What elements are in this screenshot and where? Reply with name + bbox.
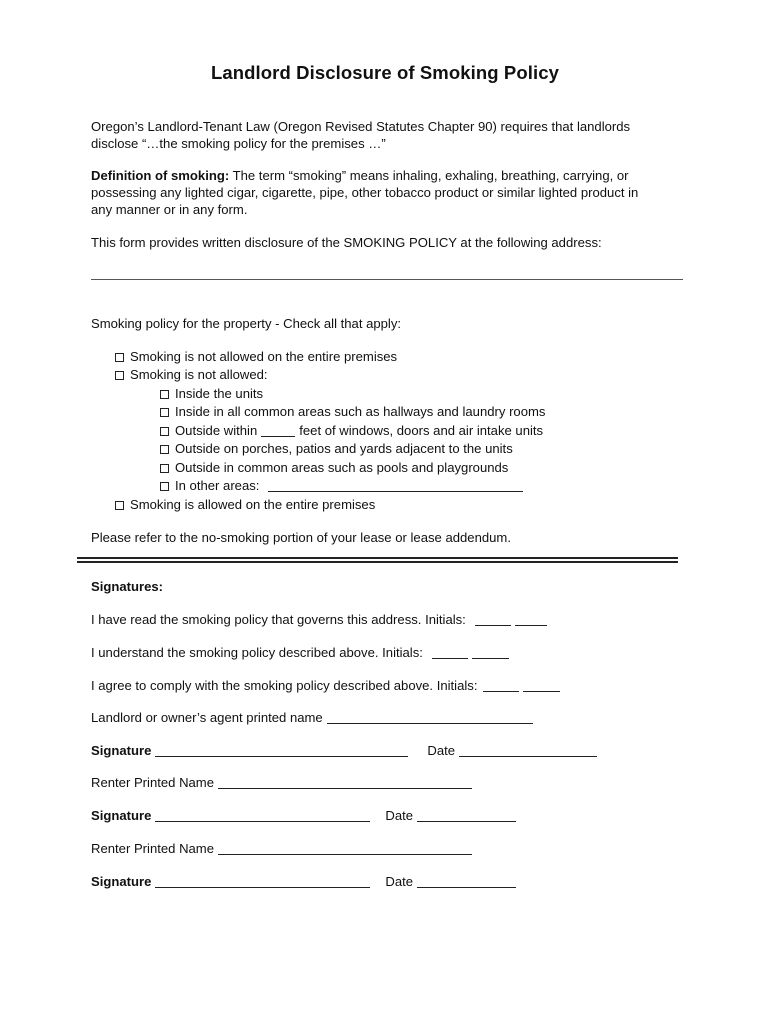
understand-initials-row xyxy=(91,644,509,661)
option-not-allowed xyxy=(115,366,268,383)
renter-signature-input-2[interactable] xyxy=(155,874,370,888)
checkbox-not-allowed-entire[interactable] xyxy=(115,353,124,362)
other-areas-input[interactable] xyxy=(268,478,523,492)
date-label: Date xyxy=(427,743,456,758)
date-label: Date xyxy=(385,874,414,889)
checkbox-pools[interactable] xyxy=(160,464,169,473)
signatures-heading: Signatures: xyxy=(91,579,164,594)
read-statement: I have read the smoking policy that governs this address. Initials: xyxy=(91,612,466,627)
option-inside-units xyxy=(160,385,263,402)
renter-date-input-2[interactable] xyxy=(417,874,516,888)
option-label: Smoking is not allowed on the entire premises xyxy=(130,349,398,364)
option-label: Inside the units xyxy=(175,386,264,401)
checkbox-porches[interactable] xyxy=(160,445,169,454)
option-label: Outside in common areas such as pools and playgrounds xyxy=(175,460,509,475)
agree-initials-2[interactable] xyxy=(523,678,560,692)
signature-label: Signature xyxy=(91,874,152,889)
option-common-areas xyxy=(160,403,545,420)
lease-note: Please refer to the no-smoking portion of your lease or lease addendum. xyxy=(91,530,511,545)
feet-input[interactable] xyxy=(261,423,295,437)
option-other-areas xyxy=(160,477,523,494)
intro-line-1: Oregon’s Landlord-Tenant Law (Oregon Revised Statutes Chapter 90) requires that landlords xyxy=(91,119,631,134)
definition-line-3: any manner or in any form. xyxy=(91,202,248,217)
read-initials-2[interactable] xyxy=(515,612,547,626)
understand-initials-2[interactable] xyxy=(472,645,509,659)
checkbox-other-areas[interactable] xyxy=(160,482,169,491)
divider-top xyxy=(77,557,678,559)
address-prompt: This form provides written disclosure of the SMOKING POLICY at the following address: xyxy=(91,235,602,250)
renter-name-label: Renter Printed Name xyxy=(91,841,214,856)
understand-statement: I understand the smoking policy described above. Initials: xyxy=(91,645,423,660)
option-label: Smoking is not allowed: xyxy=(130,367,268,382)
option-label: In other areas: xyxy=(175,478,260,493)
landlord-date-input[interactable] xyxy=(459,743,597,757)
renter-name-row-2 xyxy=(91,840,472,857)
definition-text: The term “smoking” means inhaling, exhaling, breathing, carrying, or xyxy=(232,168,629,183)
landlord-name-label: Landlord or owner’s agent printed name xyxy=(91,710,323,725)
checkbox-inside-units[interactable] xyxy=(160,390,169,399)
renter-signature-row-1 xyxy=(91,807,516,824)
date-label: Date xyxy=(385,808,414,823)
option-not-allowed-entire xyxy=(115,348,397,365)
renter-signature-row-2 xyxy=(91,873,516,890)
policy-prompt: Smoking policy for the property - Check all that apply: xyxy=(91,316,402,331)
checkbox-common-areas[interactable] xyxy=(160,408,169,417)
option-pools xyxy=(160,459,508,476)
option-label: Outside on porches, patios and yards adjacent to the units xyxy=(175,441,513,456)
definition-line-2: possessing any lighted cigar, cigarette, pipe, other tobacco product or similar lighted product in xyxy=(91,185,639,200)
divider-bottom xyxy=(77,561,678,563)
option-outside-within xyxy=(160,422,543,439)
definition-line-1 xyxy=(91,167,629,184)
signature-label: Signature xyxy=(91,743,152,758)
option-label: Smoking is allowed on the entire premises xyxy=(130,497,376,512)
option-label: Outside within xyxy=(175,423,258,438)
option-porches xyxy=(160,440,513,457)
agree-initials-1[interactable] xyxy=(483,678,519,692)
page-title: Landlord Disclosure of Smoking Policy xyxy=(210,62,560,83)
checkbox-not-allowed[interactable] xyxy=(115,371,124,380)
checkbox-allowed-entire[interactable] xyxy=(115,501,124,510)
landlord-signature-input[interactable] xyxy=(155,743,408,757)
read-initials-1[interactable] xyxy=(475,612,511,626)
renter-name-input-2[interactable] xyxy=(218,841,472,855)
option-allowed-entire xyxy=(115,496,375,513)
agree-initials-row xyxy=(91,677,560,694)
agree-statement: I agree to comply with the smoking policy described above. Initials: xyxy=(91,678,478,693)
read-initials-row xyxy=(91,611,547,628)
checkbox-outside-within[interactable] xyxy=(160,427,169,436)
renter-date-input-1[interactable] xyxy=(417,808,516,822)
landlord-name-input[interactable] xyxy=(327,710,533,724)
renter-signature-input-1[interactable] xyxy=(155,808,370,822)
landlord-name-row xyxy=(91,709,533,726)
landlord-signature-row xyxy=(91,742,597,759)
renter-name-label: Renter Printed Name xyxy=(91,775,214,790)
intro-line-2: disclose “…the smoking policy for the premises …” xyxy=(91,136,386,151)
address-field[interactable] xyxy=(91,279,683,280)
option-label: feet of windows, doors and air intake units xyxy=(299,423,544,438)
understand-initials-1[interactable] xyxy=(432,645,468,659)
option-label: Inside in all common areas such as hallways and laundry rooms xyxy=(175,404,546,419)
renter-name-row-1 xyxy=(91,774,472,791)
definition-label: Definition of smoking: xyxy=(91,168,230,183)
renter-name-input-1[interactable] xyxy=(218,775,472,789)
signature-label: Signature xyxy=(91,808,152,823)
